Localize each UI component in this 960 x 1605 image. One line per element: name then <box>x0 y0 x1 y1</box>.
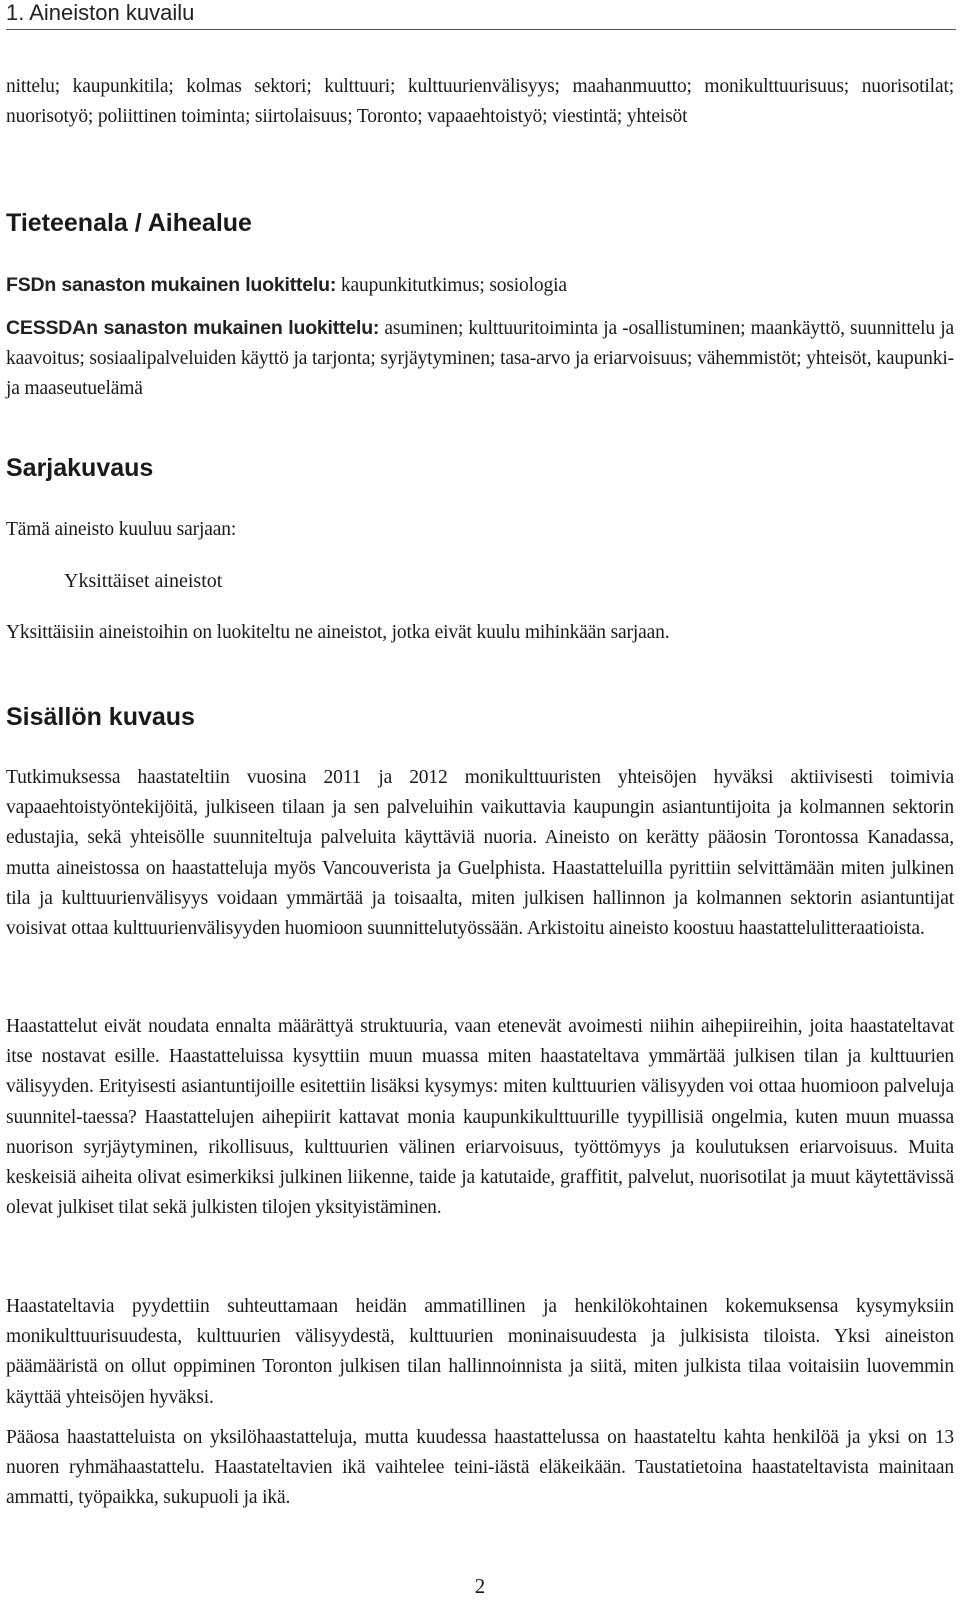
series-intro: Tämä aineisto kuuluu sarjaan: <box>6 519 237 540</box>
running-head: 1. Aineiston kuvailu <box>6 0 956 30</box>
cessda-label: CESSDAn sanaston mukainen luokittelu: <box>6 317 380 339</box>
field-heading: Tieteenala / Aihealue <box>6 209 252 237</box>
content-paragraph: Haastattelut eivät noudata ennalta määrättyä struktuuria, vaan etenevät avoimesti niihin aihepiireihin, joita haastateltavat itse nostavat esille. Haastatteluissa kysyttiin muun muassa miten haastateltava ymmärtää julkisen tilan ja kulttuurien välisyyden. Erityisesti asiantuntijoille esitettiin lisäksi kysymys: miten kulttuurien välisyyden voi ottaa huomioon palveluja suunnitel-taessa? Haastattelujen aihepiirit kattavat monia kaupunkikulttuurille tyypillisiä ongelmia, kuten muun muassa nuorison syrjäytyminen, rikollisuus, kulttuurien välinen eriarvoisuus, työttömyys ja koulutuksen eriarvoisuus. Muita keskeisiä aiheita olivat esimerkiksi julkinen liikenne, taide ja katutaide, graffitit, palvelut, nuorisotilat ja muut käytettävissä olevat julkiset tilat sekä julkisten tilojen yksityistäminen. <box>6 1016 954 1219</box>
fsd-value: kaupunkitutkimus; sosiologia <box>340 275 567 296</box>
page-number: 2 <box>474 1574 486 1598</box>
content-paragraph: Pääosa haastatteluista on yksilöhaastatteluja, mutta kuudessa haastattelussa on haastateltu kahta henkilöä ja yksi on 13 nuoren ryhmähaastattelu. Haastateltavien ikä vaihtelee teini-iästä eläkeikään. Taustatietoina haastateltavista mainitaan ammatti, työpaikka, sukupuoli ja ikä. <box>6 1427 954 1509</box>
fsd-label: FSDn sanaston mukainen luokittelu: <box>6 274 337 296</box>
series-name: Yksittäiset aineistot <box>64 570 223 592</box>
series-description: Yksittäisiin aineistoihin on luokiteltu ne aineistot, jotka eivät kuulu mihinkään sarjaan. <box>6 622 670 643</box>
cessda-classification <box>6 313 954 405</box>
fsd-classification <box>6 270 954 301</box>
keywords-text: nittelu; kaupunkitila; kolmas sektori; kulttuuri; kulttuurienvälisyys; maahanmuutto; monikulttuurisuus; nuorisotilat; nuorisotyö; poliittinen toiminta; siirtolaisuus; Toronto; vapaaehtoistyö; viestintä; yhteisöt <box>6 76 954 128</box>
content-heading: Sisällön kuvaus <box>6 703 195 731</box>
cessda-value: asuminen; kulttuuritoiminta ja -osallistuminen; maankäyttö, suunnittelu ja kaavoitus; sosiaalipalveluiden käyttö ja tarjonta; syrjäytyminen; tasa-arvo ja eriarvoisuus; vähemmistöt; yhteisöt, kaupunki- ja maaseutuelämä <box>6 318 954 400</box>
series-heading: Sarjakuvaus <box>6 454 154 482</box>
content-paragraph: Haastateltavia pyydettiin suhteuttamaan heidän ammatillinen ja henkilökohtainen kokemuksensa kysymyksiin monikulttuurisuudesta, kulttuurien välisyydestä, kulttuurien moninaisuudesta ja julkisista tiloista. Yksi aineiston päämääristä on ollut oppiminen Toronton julkisen tilan hallinnoinnista ja siitä, miten julkista tilaa voitaisiin luovemmin käyttää yhteisöjen hyväksi. <box>6 1296 954 1408</box>
content-paragraph: Tutkimuksessa haastateltiin vuosina 2011 ja 2012 monikulttuuristen yhteisöjen hyväksi aktiivisesti toimivia vapaaehtoistyöntekijöitä, julkiseen tilaan ja sen palveluihin vaikuttavia kaupungin asiantuntijoita ja kolmannen sektorin edustajia, sekä yhteisölle suunniteltuja palveluita käyttäviä nuoria. Aineisto on kerätty pääosin Torontossa Kanadassa, mutta aineistossa on haastatteluja myös Vancouverista ja Guelphista. Haastatteluilla pyrittiin selvittämään miten julkinen tila ja kulttuurienvälisyys voidaan ymmärtää ja toisaalta, miten julkisen hallinnon ja kolmannen sektorin asiantuntijat voisivat ottaa kulttuurienvälisyyden huomioon suunnittelutyössään. Arkistoitu aineisto koostuu haastattelulitteraatioista. <box>6 767 954 940</box>
